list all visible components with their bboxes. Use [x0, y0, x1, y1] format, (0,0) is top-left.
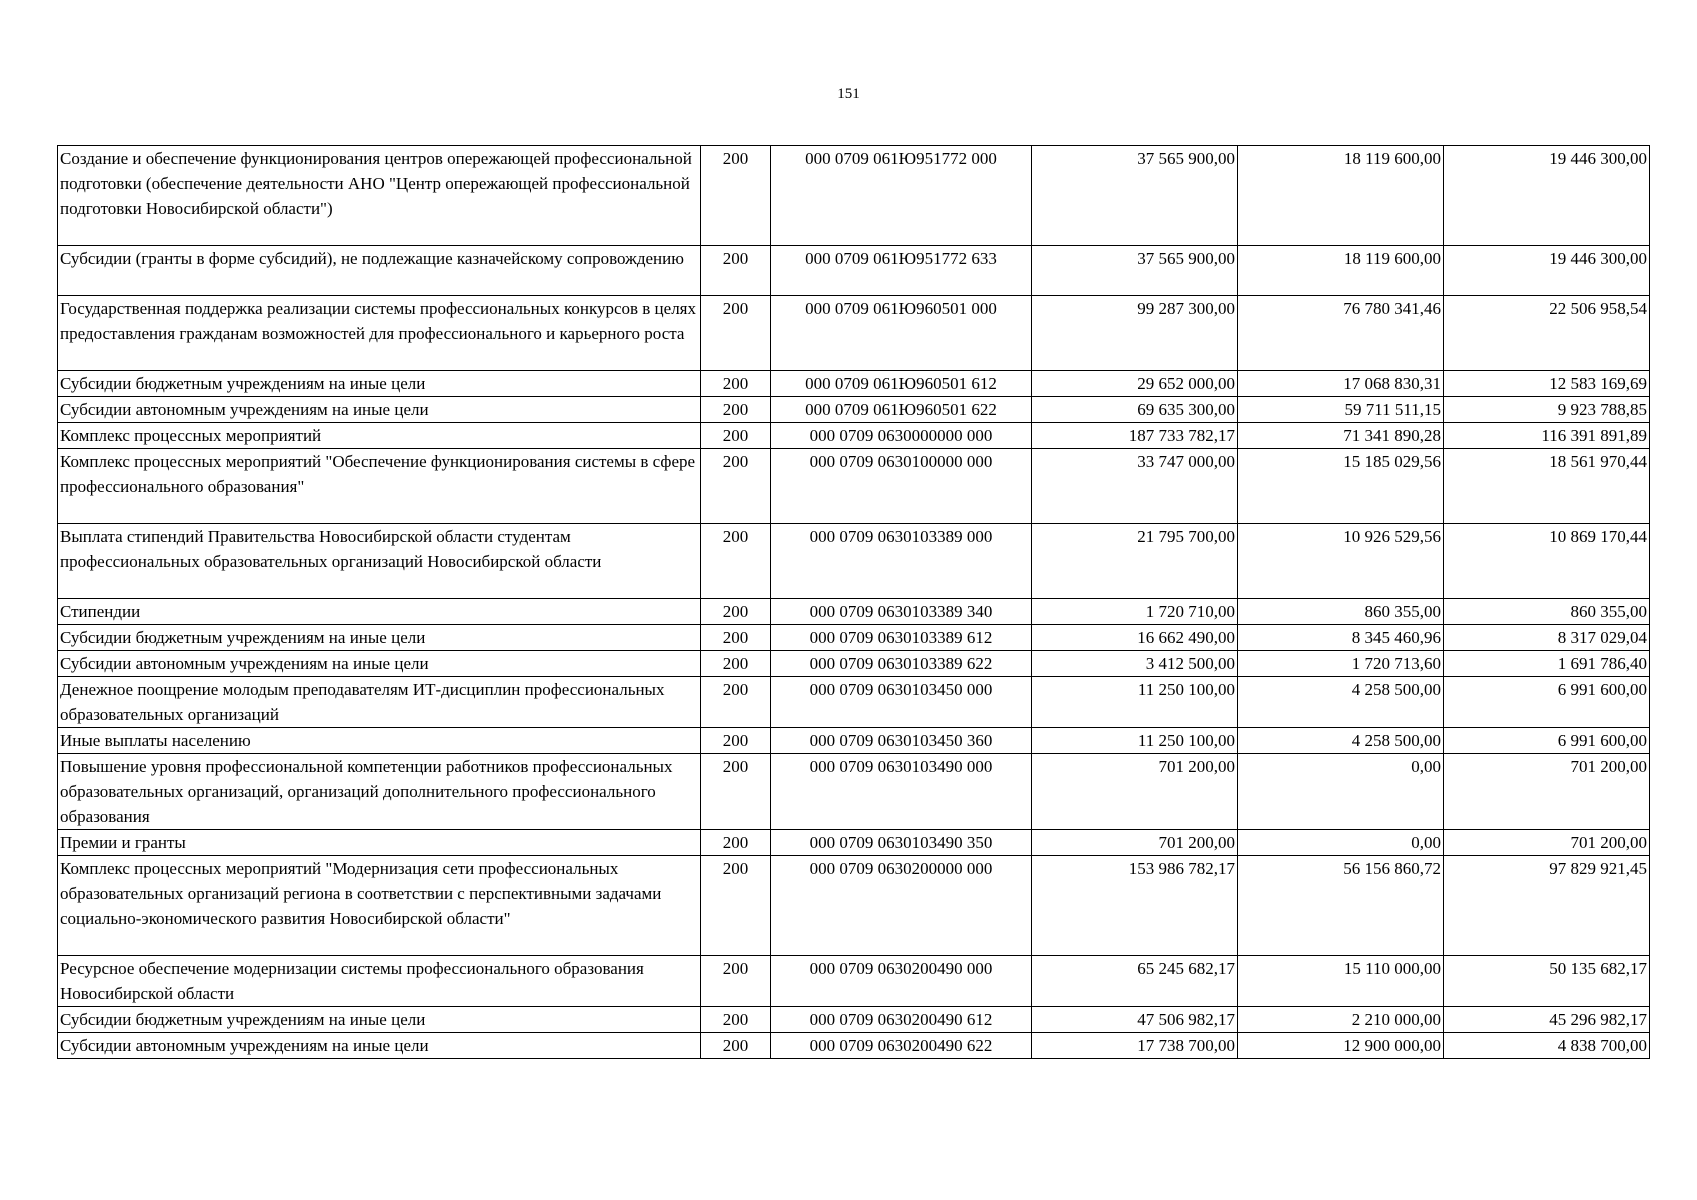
row-budget-code-cell: 000 0709 0630103389 340: [771, 599, 1032, 625]
table-row: [58, 524, 1650, 599]
row-name-cell: Субсидии автономным учреждениям на иные цели: [58, 397, 701, 423]
row-remainder-amount-cell: 22 506 958,54: [1444, 296, 1650, 371]
row-executed-amount-cell: 0,00: [1238, 754, 1444, 830]
row-executed-amount-cell: 10 926 529,56: [1238, 524, 1444, 599]
row-approved-amount-cell: 99 287 300,00: [1032, 296, 1238, 371]
row-admin-code-cell: 200: [701, 397, 771, 423]
row-name-cell: Субсидии бюджетным учреждениям на иные цели: [58, 625, 701, 651]
row-executed-amount-cell: 860 355,00: [1238, 599, 1444, 625]
row-name-cell: Комплекс процессных мероприятий "Модернизация сети профессиональных образовательных организаций региона в соответствии с перспективными задачами социально-экономического развития Новосибирской области": [58, 856, 701, 956]
row-approved-amount-cell: 17 738 700,00: [1032, 1033, 1238, 1059]
row-executed-amount-cell: 18 119 600,00: [1238, 146, 1444, 246]
row-budget-code-cell: 000 0709 0630103389 622: [771, 651, 1032, 677]
table-row: [58, 371, 1650, 397]
table-row: [58, 625, 1650, 651]
row-executed-amount-cell: 4 258 500,00: [1238, 728, 1444, 754]
row-remainder-amount-cell: 8 317 029,04: [1444, 625, 1650, 651]
row-remainder-amount-cell: 116 391 891,89: [1444, 423, 1650, 449]
row-name-cell: Денежное поощрение молодым преподавателям ИТ-дисциплин профессиональных образовательных организаций: [58, 677, 701, 728]
row-name-cell: Государственная поддержка реализации системы профессиональных конкурсов в целях предоставления гражданам возможностей для профессионального и карьерного роста: [58, 296, 701, 371]
row-remainder-amount-cell: 701 200,00: [1444, 830, 1650, 856]
row-name-cell: Создание и обеспечение функционирования центров опережающей профессиональной подготовки (обеспечение деятельности АНО "Центр опережающей профессиональной подготовки Новосибирской области"): [58, 146, 701, 246]
row-name-cell: Повышение уровня профессиональной компетенции работников профессиональных образовательных организаций, организаций дополнительного профессионального образования: [58, 754, 701, 830]
table-row: [58, 651, 1650, 677]
row-approved-amount-cell: 3 412 500,00: [1032, 651, 1238, 677]
row-budget-code-cell: 000 0709 0630200490 622: [771, 1033, 1032, 1059]
row-executed-amount-cell: 15 110 000,00: [1238, 956, 1444, 1007]
row-budget-code-cell: 000 0709 061Ю960501 000: [771, 296, 1032, 371]
table-row: [58, 677, 1650, 728]
row-admin-code-cell: 200: [701, 423, 771, 449]
row-remainder-amount-cell: 50 135 682,17: [1444, 956, 1650, 1007]
row-remainder-amount-cell: 860 355,00: [1444, 599, 1650, 625]
row-admin-code-cell: 200: [701, 625, 771, 651]
row-executed-amount-cell: 71 341 890,28: [1238, 423, 1444, 449]
row-name-cell: Комплекс процессных мероприятий "Обеспечение функционирования системы в сфере профессионального образования": [58, 449, 701, 524]
row-executed-amount-cell: 59 711 511,15: [1238, 397, 1444, 423]
row-approved-amount-cell: 701 200,00: [1032, 754, 1238, 830]
row-remainder-amount-cell: 12 583 169,69: [1444, 371, 1650, 397]
row-executed-amount-cell: 4 258 500,00: [1238, 677, 1444, 728]
row-name-cell: Комплекс процессных мероприятий: [58, 423, 701, 449]
row-approved-amount-cell: 29 652 000,00: [1032, 371, 1238, 397]
row-remainder-amount-cell: 18 561 970,44: [1444, 449, 1650, 524]
table-body: [58, 146, 1650, 1059]
row-name-cell: Субсидии бюджетным учреждениям на иные цели: [58, 1007, 701, 1033]
row-name-cell: Премии и гранты: [58, 830, 701, 856]
table-row: [58, 956, 1650, 1007]
row-remainder-amount-cell: 9 923 788,85: [1444, 397, 1650, 423]
row-admin-code-cell: 200: [701, 830, 771, 856]
row-name-cell: Субсидии (гранты в форме субсидий), не подлежащие казначейскому сопровождению: [58, 246, 701, 296]
row-remainder-amount-cell: 97 829 921,45: [1444, 856, 1650, 956]
page-number: 151: [837, 86, 860, 102]
row-admin-code-cell: 200: [701, 956, 771, 1007]
row-admin-code-cell: 200: [701, 146, 771, 246]
table-row: [58, 397, 1650, 423]
row-admin-code-cell: 200: [701, 599, 771, 625]
row-executed-amount-cell: 56 156 860,72: [1238, 856, 1444, 956]
row-executed-amount-cell: 0,00: [1238, 830, 1444, 856]
row-admin-code-cell: 200: [701, 728, 771, 754]
row-admin-code-cell: 200: [701, 1007, 771, 1033]
table-row: [58, 728, 1650, 754]
row-executed-amount-cell: 12 900 000,00: [1238, 1033, 1444, 1059]
row-admin-code-cell: 200: [701, 371, 771, 397]
row-admin-code-cell: 200: [701, 449, 771, 524]
row-remainder-amount-cell: 19 446 300,00: [1444, 146, 1650, 246]
row-budget-code-cell: 000 0709 0630103490 350: [771, 830, 1032, 856]
row-admin-code-cell: 200: [701, 1033, 771, 1059]
row-remainder-amount-cell: 6 991 600,00: [1444, 677, 1650, 728]
row-executed-amount-cell: 76 780 341,46: [1238, 296, 1444, 371]
row-remainder-amount-cell: 45 296 982,17: [1444, 1007, 1650, 1033]
row-approved-amount-cell: 11 250 100,00: [1032, 728, 1238, 754]
row-approved-amount-cell: 47 506 982,17: [1032, 1007, 1238, 1033]
row-approved-amount-cell: 37 565 900,00: [1032, 246, 1238, 296]
row-approved-amount-cell: 21 795 700,00: [1032, 524, 1238, 599]
row-budget-code-cell: 000 0709 0630200000 000: [771, 856, 1032, 956]
row-name-cell: Выплата стипендий Правительства Новосибирской области студентам профессиональных образовательных организаций Новосибирской области: [58, 524, 701, 599]
row-budget-code-cell: 000 0709 061Ю951772 000: [771, 146, 1032, 246]
table-row: [58, 246, 1650, 296]
row-name-cell: Субсидии автономным учреждениям на иные цели: [58, 651, 701, 677]
row-admin-code-cell: 200: [701, 524, 771, 599]
row-budget-code-cell: 000 0709 061Ю951772 633: [771, 246, 1032, 296]
row-admin-code-cell: 200: [701, 856, 771, 956]
row-approved-amount-cell: 701 200,00: [1032, 830, 1238, 856]
row-approved-amount-cell: 153 986 782,17: [1032, 856, 1238, 956]
row-approved-amount-cell: 1 720 710,00: [1032, 599, 1238, 625]
row-budget-code-cell: 000 0709 0630103450 360: [771, 728, 1032, 754]
row-approved-amount-cell: 33 747 000,00: [1032, 449, 1238, 524]
table-row: [58, 754, 1650, 830]
table-row: [58, 830, 1650, 856]
row-name-cell: Иные выплаты населению: [58, 728, 701, 754]
table-row: [58, 1033, 1650, 1059]
row-executed-amount-cell: 2 210 000,00: [1238, 1007, 1444, 1033]
row-remainder-amount-cell: 19 446 300,00: [1444, 246, 1650, 296]
row-budget-code-cell: 000 0709 061Ю960501 622: [771, 397, 1032, 423]
row-budget-code-cell: 000 0709 0630103389 612: [771, 625, 1032, 651]
row-executed-amount-cell: 17 068 830,31: [1238, 371, 1444, 397]
table-row: [58, 296, 1650, 371]
table-row: [58, 449, 1650, 524]
table-row: [58, 599, 1650, 625]
table-row: [58, 423, 1650, 449]
row-remainder-amount-cell: 1 691 786,40: [1444, 651, 1650, 677]
row-name-cell: Ресурсное обеспечение модернизации системы профессионального образования Новосибирской области: [58, 956, 701, 1007]
row-admin-code-cell: 200: [701, 296, 771, 371]
row-remainder-amount-cell: 10 869 170,44: [1444, 524, 1650, 599]
row-budget-code-cell: 000 0709 0630103389 000: [771, 524, 1032, 599]
row-name-cell: Субсидии бюджетным учреждениям на иные цели: [58, 371, 701, 397]
row-budget-code-cell: 000 0709 0630100000 000: [771, 449, 1032, 524]
row-approved-amount-cell: 65 245 682,17: [1032, 956, 1238, 1007]
table-row: [58, 1007, 1650, 1033]
row-admin-code-cell: 200: [701, 754, 771, 830]
row-approved-amount-cell: 69 635 300,00: [1032, 397, 1238, 423]
row-budget-code-cell: 000 0709 0630103450 000: [771, 677, 1032, 728]
row-remainder-amount-cell: 4 838 700,00: [1444, 1033, 1650, 1059]
budget-table: [57, 145, 1650, 1059]
row-approved-amount-cell: 11 250 100,00: [1032, 677, 1238, 728]
row-approved-amount-cell: 16 662 490,00: [1032, 625, 1238, 651]
row-budget-code-cell: 000 0709 061Ю960501 612: [771, 371, 1032, 397]
row-approved-amount-cell: 187 733 782,17: [1032, 423, 1238, 449]
row-executed-amount-cell: 15 185 029,56: [1238, 449, 1444, 524]
row-budget-code-cell: 000 0709 0630000000 000: [771, 423, 1032, 449]
table-row: [58, 146, 1650, 246]
row-budget-code-cell: 000 0709 0630200490 612: [771, 1007, 1032, 1033]
row-name-cell: Субсидии автономным учреждениям на иные цели: [58, 1033, 701, 1059]
row-name-cell: Стипендии: [58, 599, 701, 625]
row-remainder-amount-cell: 701 200,00: [1444, 754, 1650, 830]
row-approved-amount-cell: 37 565 900,00: [1032, 146, 1238, 246]
table-row: [58, 856, 1650, 956]
row-admin-code-cell: 200: [701, 651, 771, 677]
row-executed-amount-cell: 18 119 600,00: [1238, 246, 1444, 296]
row-executed-amount-cell: 1 720 713,60: [1238, 651, 1444, 677]
row-admin-code-cell: 200: [701, 677, 771, 728]
row-budget-code-cell: 000 0709 0630200490 000: [771, 956, 1032, 1007]
row-admin-code-cell: 200: [701, 246, 771, 296]
row-remainder-amount-cell: 6 991 600,00: [1444, 728, 1650, 754]
row-budget-code-cell: 000 0709 0630103490 000: [771, 754, 1032, 830]
row-executed-amount-cell: 8 345 460,96: [1238, 625, 1444, 651]
